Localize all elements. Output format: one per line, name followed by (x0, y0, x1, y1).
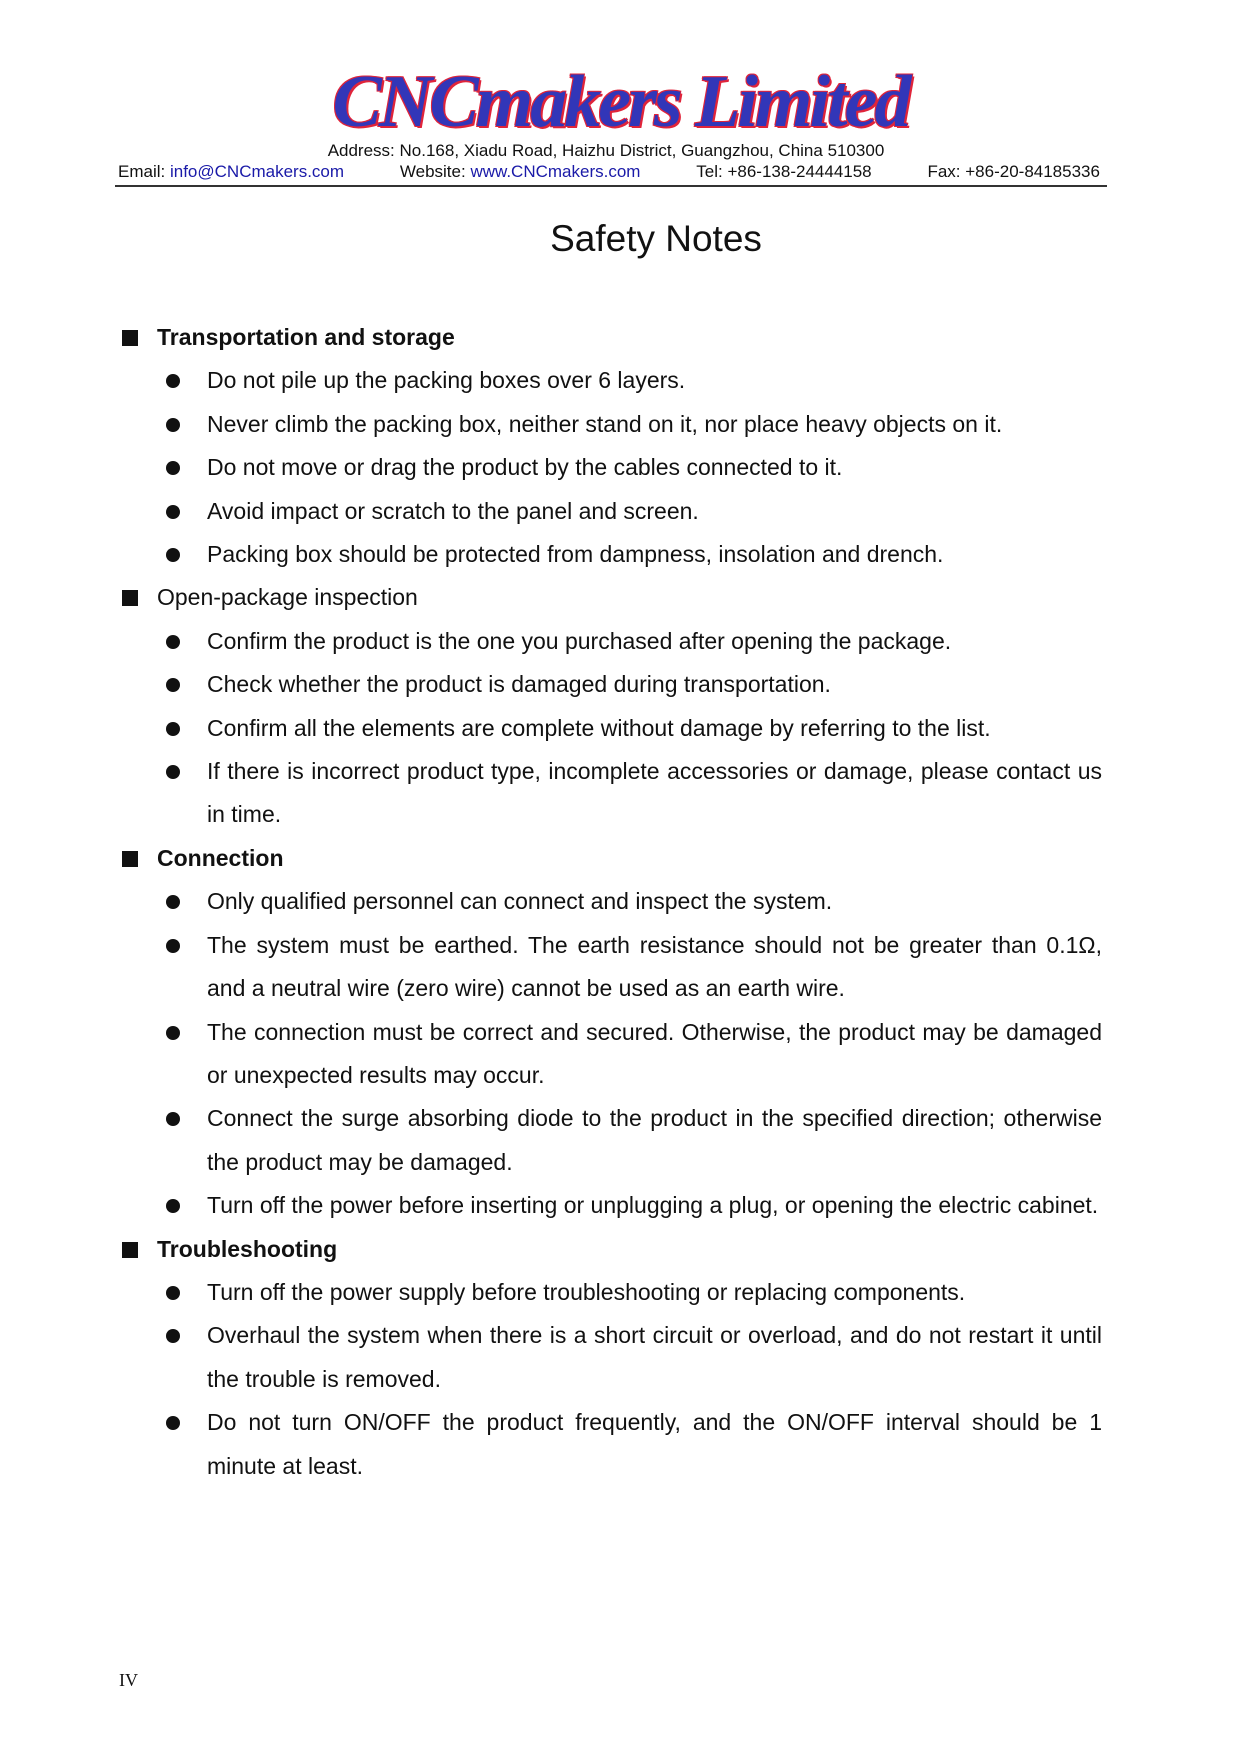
list-item (122, 403, 1102, 446)
list-item-text: Connect the surge absorbing diode to the product in the specified direction; otherwise the product may be damaged. (207, 1105, 1102, 1175)
list-item-text: Confirm the product is the one you purchased after opening the package. (207, 627, 952, 654)
square-bullet-icon (122, 330, 138, 346)
bullet-icon (166, 461, 180, 475)
list-item (122, 1401, 1102, 1488)
website-link[interactable]: www.CNCmakers.com (470, 162, 641, 181)
list-item (122, 446, 1102, 489)
bullet-icon (166, 722, 180, 736)
header-divider (115, 185, 1107, 187)
list-item (122, 1184, 1102, 1227)
safety-notes-content (122, 316, 1102, 1488)
contact-line (118, 162, 1100, 182)
list-item-text: The system must be earthed. The earth resistance should not be greater than 0.1Ω, and a neutral wire (zero wire) cannot be used as an earth wire. (207, 931, 1102, 1002)
fax: Fax: +86-20-84185336 (927, 162, 1100, 181)
bullet-icon (166, 1026, 180, 1040)
list-item (122, 1271, 1102, 1314)
list-item (122, 490, 1102, 533)
section-heading-text: Connection (157, 844, 284, 871)
email-info: Email: info@CNCmakers.com (118, 162, 345, 181)
bullet-icon (166, 1199, 180, 1213)
list-item (122, 663, 1102, 706)
list-item-text: Do not move or drag the product by the cables connected to it. (207, 454, 843, 481)
section-heading-text: Transportation and storage (157, 324, 455, 350)
list-item (122, 1097, 1102, 1184)
bullet-icon (166, 1112, 180, 1126)
bullet-icon (166, 418, 180, 432)
list-item-text: Confirm all the elements are complete without damage by referring to the list. (207, 714, 991, 741)
section-heading (122, 837, 1102, 880)
list-item (122, 1314, 1102, 1401)
square-bullet-icon (122, 1242, 138, 1258)
bullet-icon (166, 765, 180, 779)
list-item-text: Turn off the power supply before troubleshooting or replacing components. (207, 1278, 966, 1305)
page-title: Safety Notes (550, 218, 762, 259)
bullet-icon (166, 1286, 180, 1300)
list-item (122, 1011, 1102, 1098)
list-item-text: The connection must be correct and secured. Otherwise, the product may be damaged or unexpected results may occur. (207, 1018, 1102, 1088)
list-item (122, 533, 1102, 576)
list-item-text: Avoid impact or scratch to the panel and screen. (207, 497, 699, 524)
list-item-text: Check whether the product is damaged during transportation. (207, 671, 831, 698)
list-item-text: Overhaul the system when there is a short circuit or overload, and do not restart it until the trouble is removed. (207, 1322, 1102, 1392)
list-item (122, 359, 1102, 402)
list-item-text: If there is incorrect product type, incomplete accessories or damage, please contact us in time. (207, 758, 1102, 828)
bullet-icon (166, 1329, 180, 1343)
list-item-text: Packing box should be protected from dampness, insolation and drench. (207, 541, 944, 568)
website-info: Website: www.CNCmakers.com (399, 162, 641, 181)
section-heading-text: Troubleshooting (157, 1235, 338, 1262)
section-heading (122, 1228, 1102, 1271)
bullet-icon (166, 635, 180, 649)
list-item (122, 620, 1102, 663)
email-link[interactable]: info@CNCmakers.com (169, 162, 345, 181)
address: Address: No.168, Xiadu Road, Haizhu District, Guangzhou, China 510300 (327, 141, 885, 160)
list-item-text: Never climb the packing box, neither stand on it, nor place heavy objects on it. (207, 410, 1003, 437)
bullet-icon (166, 548, 180, 562)
bullet-icon (166, 1416, 180, 1430)
list-item-text: Do not turn ON/OFF the product frequently, and the ON/OFF interval should be 1 minute at least. (207, 1409, 1102, 1479)
tel: Tel: +86-138-24444158 (696, 162, 872, 181)
bullet-icon (166, 939, 180, 953)
square-bullet-icon (122, 590, 138, 606)
bullet-icon (166, 505, 180, 519)
section-heading (122, 316, 1102, 359)
square-bullet-icon (122, 851, 138, 867)
bullet-icon (166, 895, 180, 909)
bullet-icon (166, 374, 180, 388)
page-number: IV (119, 1670, 138, 1690)
bullet-icon (166, 678, 180, 692)
list-item-text: Turn off the power before inserting or unplugging a plug, or opening the electric cabinet. (207, 1192, 1099, 1219)
section-heading-text: Open-package inspection (157, 584, 418, 611)
list-item (122, 924, 1102, 1011)
list-item-text: Do not pile up the packing boxes over 6 layers. (207, 367, 686, 394)
list-item (122, 707, 1102, 750)
list-item (122, 880, 1102, 923)
list-item-text: Only qualified personnel can connect and inspect the system. (207, 888, 833, 915)
company-logo: CNCmakers Limited (332, 61, 909, 143)
list-item (122, 750, 1102, 837)
section-heading (122, 576, 1102, 619)
